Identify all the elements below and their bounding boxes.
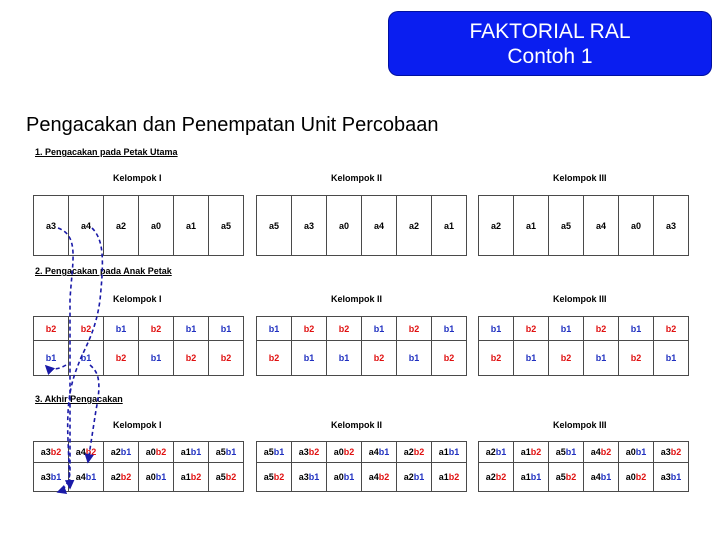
sub-plot-cell: b1 xyxy=(291,340,327,376)
factor-b-part: b2 xyxy=(448,472,460,482)
main-plot-table-1 xyxy=(33,195,243,255)
factor-a-part: a3 xyxy=(660,447,671,457)
final-cell xyxy=(618,462,654,492)
final-cell xyxy=(431,441,467,463)
sub-plot-cell: b2 xyxy=(33,316,69,341)
sub-plot-cell: b1 xyxy=(396,340,432,376)
factor-a-part: a4 xyxy=(590,472,601,482)
title-line-2: Contoh 1 xyxy=(507,44,593,68)
factor-b-part: b1 xyxy=(343,472,355,482)
final-cell xyxy=(583,441,619,463)
factor-a-part: a4 xyxy=(590,447,601,457)
factor-a-part: a1 xyxy=(180,447,191,457)
factor-a-part: a4 xyxy=(75,447,86,457)
factor-a-part: a5 xyxy=(263,447,274,457)
factor-b-part: b1 xyxy=(565,447,577,457)
factor-a-part: a0 xyxy=(333,447,344,457)
sub-plot-table-1 xyxy=(33,316,243,375)
factor-b-part: b2 xyxy=(50,447,62,457)
main-plot-cell: a2 xyxy=(478,195,514,256)
sub-plot-cell: b2 xyxy=(478,340,514,376)
factor-b-part: b2 xyxy=(273,472,285,482)
final-cell xyxy=(653,462,689,492)
factor-b-part: b1 xyxy=(190,447,202,457)
sub-plot-cell: b2 xyxy=(431,340,467,376)
sub-plot-cell: b1 xyxy=(618,316,654,341)
main-plot-cell: a5 xyxy=(208,195,244,256)
final-cell xyxy=(431,462,467,492)
factor-b-part: b1 xyxy=(225,447,237,457)
final-cell xyxy=(583,462,619,492)
factor-a-part: a2 xyxy=(485,447,496,457)
main-plot-cell: a4 xyxy=(68,195,104,256)
factor-b-part: b1 xyxy=(273,447,285,457)
factor-b-part: b2 xyxy=(600,447,612,457)
factor-a-part: a0 xyxy=(333,472,344,482)
factor-a-part: a4 xyxy=(75,472,86,482)
factor-b-part: b2 xyxy=(565,472,577,482)
sub-plot-cell: b1 xyxy=(361,316,397,341)
factor-b-part: b1 xyxy=(155,472,167,482)
factor-b-part: b2 xyxy=(495,472,507,482)
main-plot-cell: a1 xyxy=(513,195,549,256)
final-cell xyxy=(618,441,654,463)
final-cell xyxy=(548,462,584,492)
final-cell xyxy=(103,441,139,463)
sub-plot-cell: b1 xyxy=(68,340,104,376)
factor-b-part: b1 xyxy=(600,472,612,482)
final-cell xyxy=(396,462,432,492)
section-3-label: 3. Akhir Pengacakan xyxy=(35,394,123,404)
final-cell xyxy=(256,441,292,463)
section-2-label: 2. Pengacakan pada Anak Petak xyxy=(35,266,172,276)
factor-b-part: b1 xyxy=(50,472,62,482)
group-label-1: Kelompok I xyxy=(113,294,162,304)
final-cell xyxy=(326,441,362,463)
factor-b-part: b2 xyxy=(120,472,132,482)
factor-b-part: b1 xyxy=(413,472,425,482)
main-plot-cell: a2 xyxy=(103,195,139,256)
sub-plot-cell: b1 xyxy=(208,316,244,341)
final-table-2 xyxy=(256,441,466,491)
factor-a-part: a0 xyxy=(625,447,636,457)
factor-a-part: a3 xyxy=(40,447,51,457)
final-cell xyxy=(361,462,397,492)
factor-b-part: b2 xyxy=(635,472,647,482)
final-cell xyxy=(548,441,584,463)
final-cell xyxy=(33,462,69,492)
sub-plot-cell: b2 xyxy=(138,316,174,341)
factor-a-part: a2 xyxy=(110,472,121,482)
final-cell xyxy=(291,441,327,463)
factor-a-part: a0 xyxy=(625,472,636,482)
main-plot-cell: a3 xyxy=(653,195,689,256)
factor-b-part: b2 xyxy=(670,447,682,457)
factor-a-part: a5 xyxy=(263,472,274,482)
final-cell xyxy=(256,462,292,492)
main-plot-cell: a3 xyxy=(33,195,69,256)
factor-a-part: a2 xyxy=(403,472,414,482)
main-plot-cell: a2 xyxy=(396,195,432,256)
factor-b-part: b2 xyxy=(413,447,425,457)
factor-a-part: a1 xyxy=(180,472,191,482)
factor-a-part: a2 xyxy=(403,447,414,457)
sub-plot-cell: b2 xyxy=(653,316,689,341)
factor-a-part: a0 xyxy=(145,447,156,457)
group-label-2: Kelompok II xyxy=(331,173,383,183)
sub-plot-cell: b2 xyxy=(173,340,209,376)
section-1-label: 1. Pengacakan pada Petak Utama xyxy=(35,147,178,157)
sub-plot-cell: b2 xyxy=(68,316,104,341)
sub-plot-cell: b2 xyxy=(103,340,139,376)
main-plot-cell: a4 xyxy=(361,195,397,256)
sub-plot-table-3 xyxy=(478,316,688,375)
final-cell xyxy=(208,462,244,492)
sub-plot-cell: b2 xyxy=(291,316,327,341)
factor-a-part: a2 xyxy=(485,472,496,482)
final-cell xyxy=(361,441,397,463)
sub-plot-cell: b1 xyxy=(548,316,584,341)
title-box xyxy=(389,12,711,75)
factor-b-part: b2 xyxy=(85,447,97,457)
final-cell xyxy=(396,441,432,463)
factor-b-part: b2 xyxy=(190,472,202,482)
main-plot-cell: a0 xyxy=(138,195,174,256)
sub-plot-cell: b2 xyxy=(326,316,362,341)
sub-plot-cell: b1 xyxy=(653,340,689,376)
final-cell xyxy=(513,441,549,463)
main-plot-cell: a0 xyxy=(326,195,362,256)
group-label-3: Kelompok III xyxy=(553,173,607,183)
sub-plot-cell: b1 xyxy=(103,316,139,341)
sub-plot-cell: b1 xyxy=(256,316,292,341)
main-plot-cell: a1 xyxy=(431,195,467,256)
factor-a-part: a1 xyxy=(520,472,531,482)
factor-a-part: a5 xyxy=(555,447,566,457)
sub-plot-cell: b2 xyxy=(583,316,619,341)
sub-plot-cell: b1 xyxy=(583,340,619,376)
factor-b-part: b1 xyxy=(120,447,132,457)
final-cell xyxy=(103,462,139,492)
final-cell xyxy=(138,441,174,463)
final-cell xyxy=(513,462,549,492)
factor-a-part: a1 xyxy=(438,447,449,457)
main-plot-cell: a0 xyxy=(618,195,654,256)
factor-b-part: b1 xyxy=(378,447,390,457)
factor-a-part: a3 xyxy=(298,447,309,457)
title-line-1: FAKTORIAL RAL xyxy=(469,19,631,43)
factor-b-part: b1 xyxy=(530,472,542,482)
factor-a-part: a4 xyxy=(368,472,379,482)
final-cell xyxy=(326,462,362,492)
final-cell xyxy=(68,441,104,463)
sub-plot-cell: b1 xyxy=(138,340,174,376)
sub-plot-cell: b2 xyxy=(513,316,549,341)
final-cell xyxy=(68,462,104,492)
sub-plot-cell: b2 xyxy=(548,340,584,376)
factor-a-part: a5 xyxy=(215,447,226,457)
final-cell xyxy=(138,462,174,492)
sub-plot-cell: b1 xyxy=(33,340,69,376)
factor-a-part: a3 xyxy=(40,472,51,482)
factor-b-part: b2 xyxy=(343,447,355,457)
final-cell xyxy=(173,462,209,492)
final-cell xyxy=(478,462,514,492)
group-label-2: Kelompok II xyxy=(331,294,383,304)
final-table-3 xyxy=(478,441,688,491)
factor-b-part: b2 xyxy=(378,472,390,482)
factor-b-part: b1 xyxy=(448,447,460,457)
sub-plot-cell: b1 xyxy=(173,316,209,341)
factor-a-part: a2 xyxy=(110,447,121,457)
sub-plot-cell: b2 xyxy=(618,340,654,376)
sub-plot-cell: b1 xyxy=(326,340,362,376)
final-cell xyxy=(208,441,244,463)
factor-b-part: b2 xyxy=(308,447,320,457)
sub-plot-cell: b2 xyxy=(208,340,244,376)
factor-b-part: b2 xyxy=(225,472,237,482)
main-plot-table-2 xyxy=(256,195,466,255)
factor-a-part: a3 xyxy=(660,472,671,482)
group-label-2: Kelompok II xyxy=(331,420,383,430)
factor-b-part: b2 xyxy=(155,447,167,457)
main-plot-table-3 xyxy=(478,195,688,255)
final-cell xyxy=(478,441,514,463)
final-cell xyxy=(173,441,209,463)
group-label-3: Kelompok III xyxy=(553,294,607,304)
sub-plot-cell: b1 xyxy=(513,340,549,376)
sub-plot-cell: b2 xyxy=(256,340,292,376)
final-cell xyxy=(653,441,689,463)
factor-a-part: a0 xyxy=(145,472,156,482)
factor-a-part: a5 xyxy=(215,472,226,482)
factor-a-part: a3 xyxy=(298,472,309,482)
group-label-3: Kelompok III xyxy=(553,420,607,430)
factor-b-part: b2 xyxy=(530,447,542,457)
sub-plot-cell: b1 xyxy=(478,316,514,341)
sub-plot-cell: b2 xyxy=(396,316,432,341)
factor-a-part: a5 xyxy=(555,472,566,482)
group-label-1: Kelompok I xyxy=(113,173,162,183)
factor-a-part: a1 xyxy=(438,472,449,482)
main-plot-cell: a4 xyxy=(583,195,619,256)
final-cell xyxy=(291,462,327,492)
main-plot-cell: a5 xyxy=(256,195,292,256)
sub-plot-table-2 xyxy=(256,316,466,375)
sub-plot-cell: b2 xyxy=(361,340,397,376)
sub-plot-cell: b1 xyxy=(431,316,467,341)
factor-b-part: b1 xyxy=(495,447,507,457)
factor-a-part: a1 xyxy=(520,447,531,457)
group-label-1: Kelompok I xyxy=(113,420,162,430)
final-cell xyxy=(33,441,69,463)
factor-b-part: b1 xyxy=(85,472,97,482)
main-plot-cell: a5 xyxy=(548,195,584,256)
factor-b-part: b1 xyxy=(670,472,682,482)
main-plot-cell: a3 xyxy=(291,195,327,256)
factor-b-part: b1 xyxy=(635,447,647,457)
factor-a-part: a4 xyxy=(368,447,379,457)
subtitle: Pengacakan dan Penempatan Unit Percobaan xyxy=(26,114,439,136)
final-table-1 xyxy=(33,441,243,491)
factor-b-part: b1 xyxy=(308,472,320,482)
main-plot-cell: a1 xyxy=(173,195,209,256)
